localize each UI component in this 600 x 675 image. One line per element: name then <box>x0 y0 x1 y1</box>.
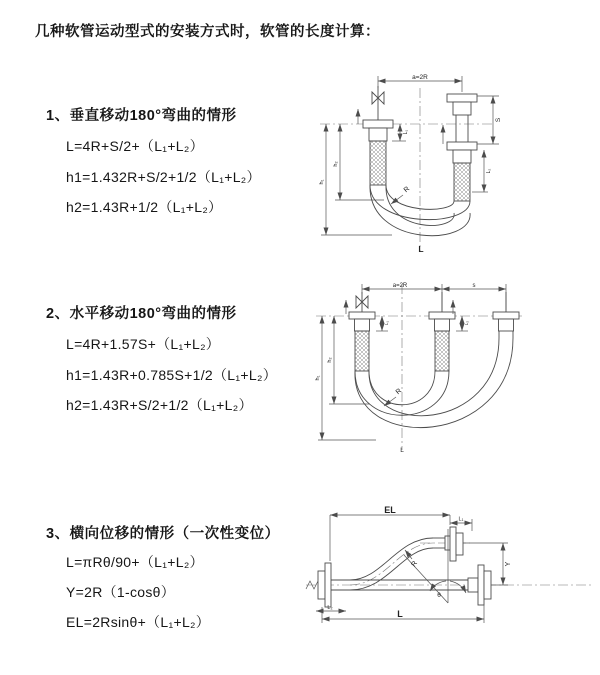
section1-formula-h2: h2=1.43R+1/2（L₁+L₂） <box>66 199 223 215</box>
dim-label-fitting-left: L₂ <box>327 605 333 611</box>
dim-label-fitting-top: L₁ <box>458 516 464 523</box>
flange <box>478 565 484 605</box>
radius-label: R <box>394 387 404 397</box>
braided-hose-section <box>435 331 449 371</box>
diagram-horizontal-180-bend <box>310 280 548 456</box>
dim-label-stroke: s <box>472 283 476 289</box>
break-symbol <box>306 581 318 589</box>
braided-hose-section <box>355 331 369 371</box>
dim-label-h1: h₁ <box>315 375 321 381</box>
length-label: L <box>397 609 403 619</box>
dimension-fitting-mid <box>456 316 469 331</box>
radius-callout <box>391 186 411 204</box>
dim-label-fitting-mid: L₂ <box>464 320 469 326</box>
hose-curves <box>355 338 513 428</box>
section1-formula-L: L=4R+S/2+（L₁+L₂） <box>66 138 204 154</box>
section3-formula-L: L=πRθ/90+（L₁+L₂） <box>66 554 204 570</box>
flange <box>429 312 455 319</box>
section2-formula-h1: h1=1.43R+0.785S+1/2（L₁+L₂） <box>66 367 277 383</box>
dim-label-fitting-left: L₁ <box>384 320 389 326</box>
flange <box>363 120 393 128</box>
dimension-EL <box>330 505 450 561</box>
dim-label-y: Y <box>505 561 512 567</box>
page-title: 几种软管运动型式的安装方式时，软管的长度计算： <box>35 24 380 40</box>
section2-heading: 2、水平移动180°弯曲的情形 <box>46 306 237 322</box>
diagram-vertical-180-bend <box>310 72 565 254</box>
braided-hose-section <box>370 141 386 185</box>
section3-formula-EL: EL=2Rsinθ+（L₁+L₂） <box>66 614 211 630</box>
braided-hose-section <box>454 163 470 201</box>
flange <box>493 312 519 319</box>
dimension-fitting-right <box>472 150 492 192</box>
dim-label-span: a=2R <box>392 283 408 289</box>
flange <box>325 563 331 607</box>
dim-label-el: EL <box>384 505 396 515</box>
dim-label-h1: h₁ <box>319 179 325 185</box>
length-label: L <box>418 244 424 254</box>
dimension-fitting-left <box>376 316 389 331</box>
centerlines <box>316 284 522 450</box>
moving-pipe-assembly <box>447 94 477 201</box>
dimension-fitting-left <box>392 124 409 141</box>
length-label: L <box>400 447 404 454</box>
dim-label-stroke: S <box>495 117 502 123</box>
flange <box>450 527 456 561</box>
section1-formula-h1: h1=1.432R+S/2+1/2（L₁+L₂） <box>66 169 261 185</box>
flange-upper-position <box>447 94 477 102</box>
dim-label-h2: h₂ <box>333 161 339 167</box>
dim-label-h2: h₂ <box>327 357 333 363</box>
section3-formula-Y: Y=2R（1-cosθ） <box>66 584 176 600</box>
moving-pipe-end-position <box>493 292 519 338</box>
section2-formula-L: L=4R+1.57S+（L₁+L₂） <box>66 336 221 352</box>
dim-label-fitting-left: L₁ <box>403 129 409 135</box>
moving-pipe-start-position <box>429 292 455 371</box>
flange <box>349 312 375 319</box>
diagram-lateral-displacement <box>300 505 598 647</box>
section2-formula-h2: h2=1.43R+S/2+1/2（L₁+L₂） <box>66 397 253 413</box>
hose-displaced-position <box>350 527 463 590</box>
flange-lower-position <box>447 142 477 150</box>
dim-label-span: a=2R <box>412 74 428 81</box>
dimension-fitting-left <box>316 605 346 611</box>
angle-label: θ <box>437 592 441 599</box>
dimension-stroke-S <box>477 96 502 144</box>
section3-heading: 3、横向位移的情形（一次性变位） <box>46 526 280 542</box>
radius-label: R <box>402 185 412 195</box>
radius-callout <box>384 388 403 406</box>
dimension-span <box>362 283 506 310</box>
dimension-L <box>322 605 484 623</box>
radius-label: R <box>410 560 420 569</box>
section1-heading: 1、垂直移动180°弯曲的情形 <box>46 108 237 124</box>
fixed-pipe-assembly <box>363 86 393 185</box>
fixed-pipe-assembly <box>349 292 375 371</box>
dim-label-fitting-right: L₂ <box>486 168 492 174</box>
